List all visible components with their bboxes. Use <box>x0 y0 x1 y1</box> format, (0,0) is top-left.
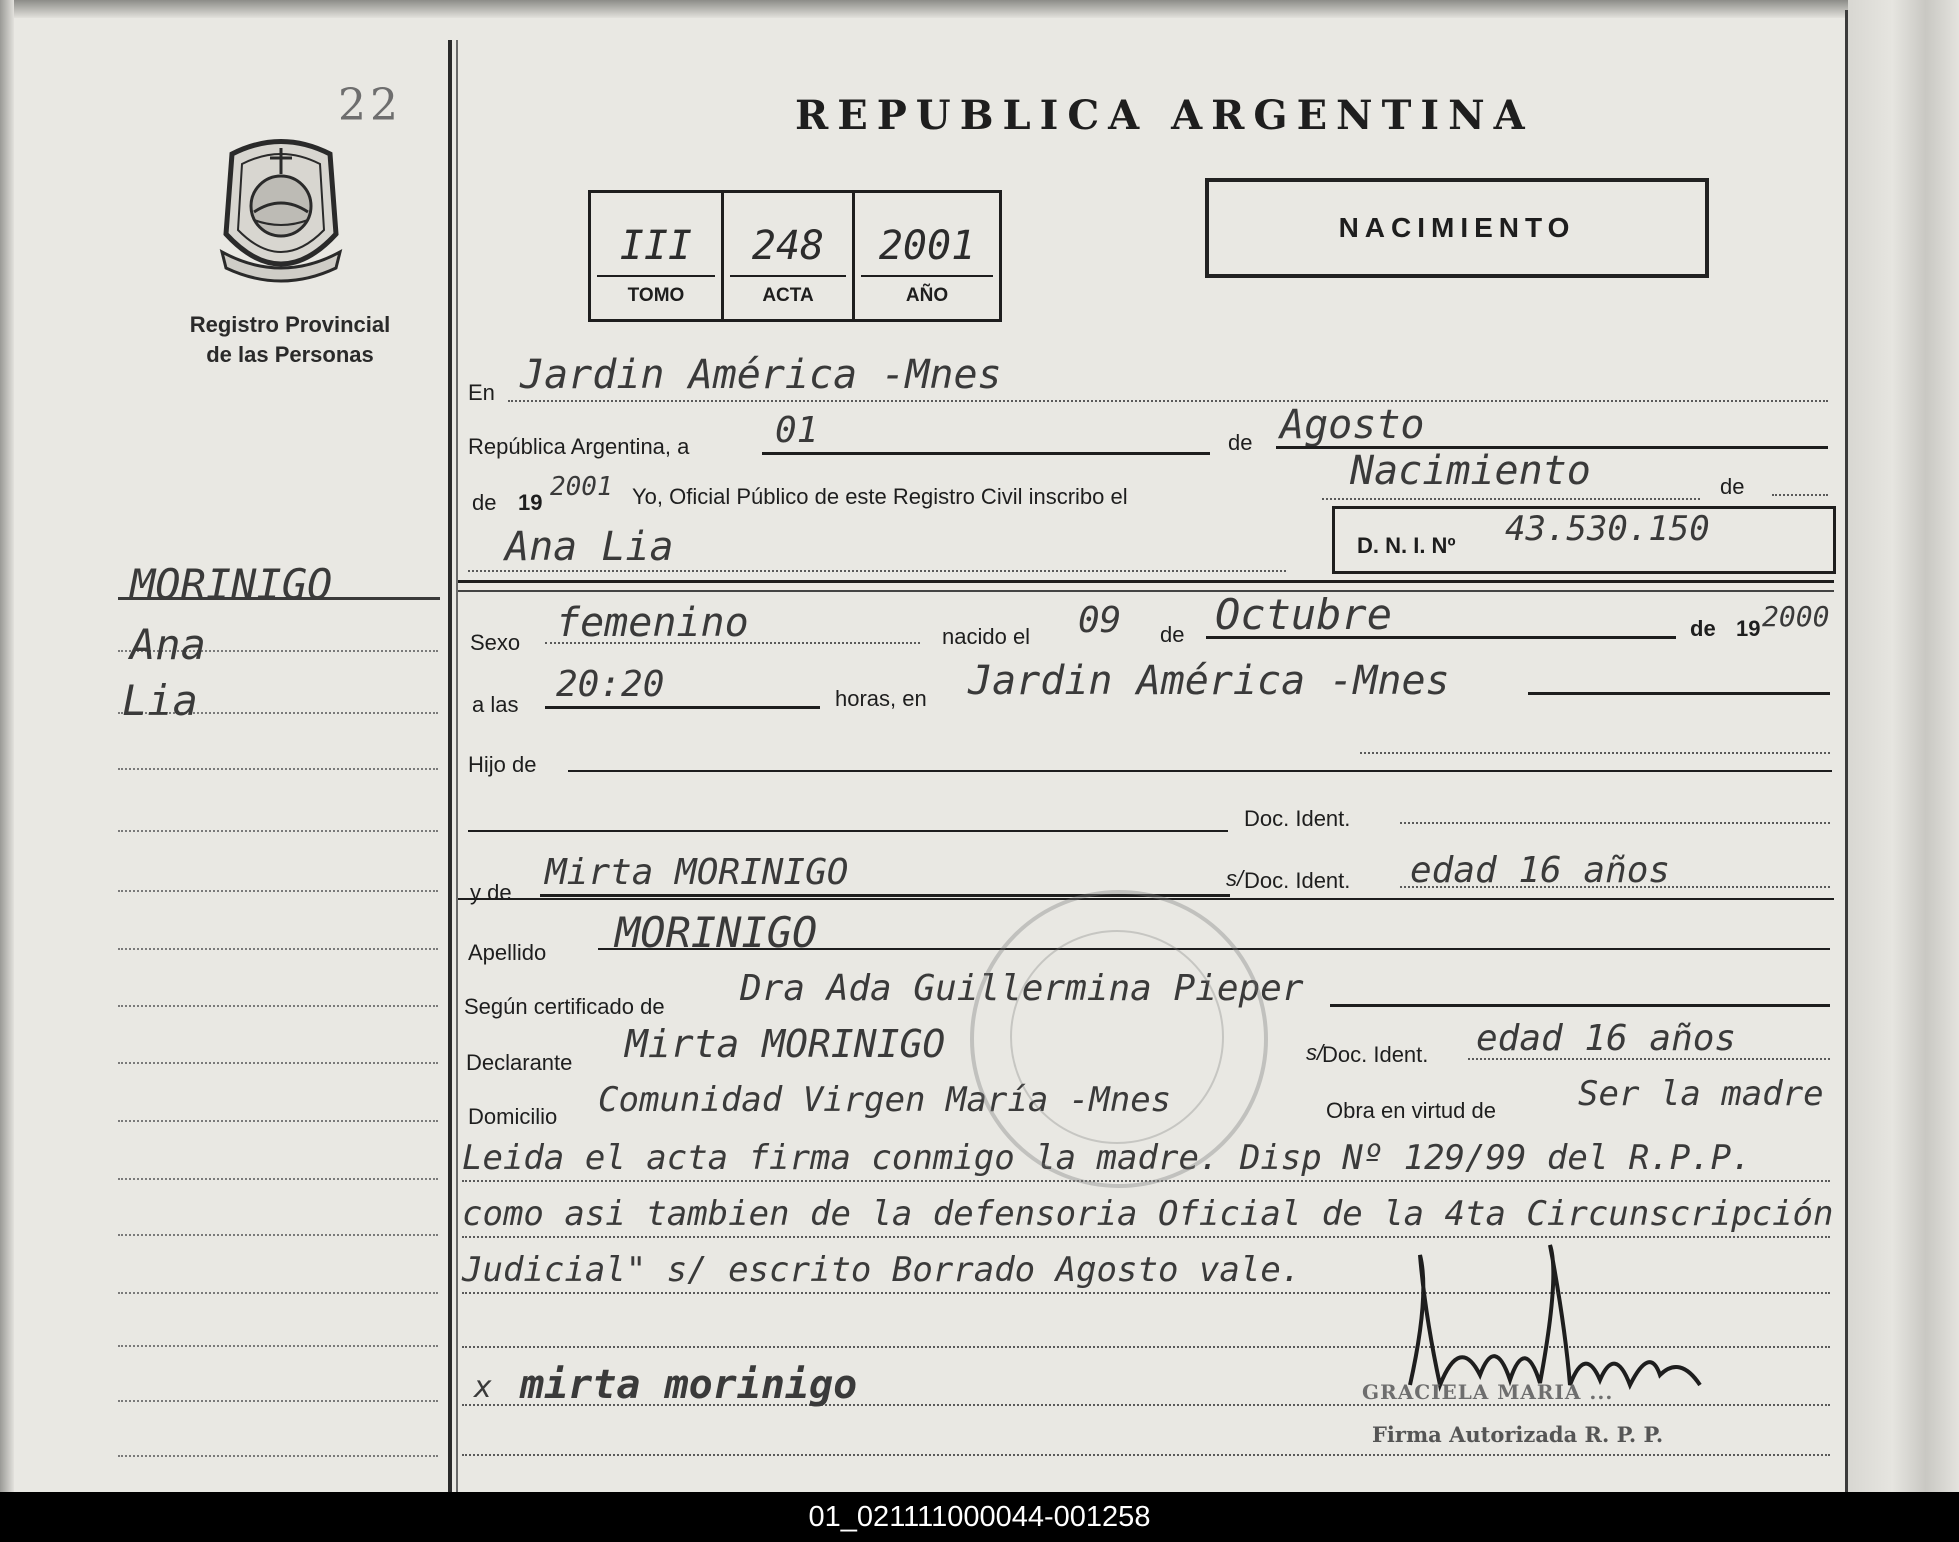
official-name: GRACIELA MARIA ... <box>1362 1380 1614 1404</box>
declarant-s-prefix: s/ <box>1306 1040 1324 1065</box>
obra-value: Ser la madre <box>1578 1074 1824 1114</box>
year-de-label: de <box>472 490 497 515</box>
child-name-value: Ana Lia <box>505 524 674 570</box>
firma-label: Firma Autorizada R. P. P. <box>1372 1422 1664 1447</box>
segun-label: Según certificado de <box>464 994 665 1019</box>
signer-prefix: x <box>474 1370 493 1405</box>
record-type-box: NACIMIENTO <box>1205 178 1709 278</box>
mother-name-value: Mirta MORINIGO <box>545 852 849 893</box>
margin-divider <box>448 40 452 1492</box>
note-line-1: Leida el acta firma conmigo la madre. Disp Nº 129/99 del R.P.P. <box>462 1138 1752 1178</box>
tomo-cell: III TOMO <box>591 193 724 319</box>
doctor-value: Dra Ada Guillermina Pieper <box>740 968 1304 1009</box>
alas-label: a las <box>472 692 519 717</box>
day-value: 01 <box>775 410 819 451</box>
birth-de-label: de <box>1160 622 1185 647</box>
note-line-3: Judicial" s/ escrito Borrado Agosto vale. <box>462 1250 1302 1290</box>
birth-day-value: 09 <box>1078 600 1122 641</box>
ano-cell: 2001 AÑO <box>855 193 999 319</box>
registry-name: Registro Provincial de las Personas <box>189 312 391 367</box>
month-de-label: de <box>1228 430 1253 455</box>
note-line-2: como asi tambien de la defensoria Oficial de la 4ta Circunscripción <box>462 1194 1834 1234</box>
birth-place-value: Jardin América -Mnes <box>968 658 1450 704</box>
year-prefix: 19 <box>518 490 543 515</box>
sexo-value: femenino <box>556 600 749 646</box>
page-number: 22 <box>338 80 402 131</box>
mother-doc-value: edad 16 años <box>1410 850 1671 891</box>
doc-ident-label-1: Doc. Ident. <box>1244 806 1351 831</box>
dni-box <box>1332 506 1836 574</box>
margin-surname: MORINIGO <box>130 560 333 609</box>
en-label: En <box>468 380 495 405</box>
acta-cell: 248 ACTA <box>724 193 855 319</box>
doc-ident-label-3: Doc. Ident. <box>1322 1042 1429 1067</box>
surname-value: MORINIGO <box>615 908 818 957</box>
declarante-label: Declarante <box>466 1050 573 1075</box>
document-id: 01_021111000044-001258 <box>808 1501 1151 1533</box>
yde-label: y de <box>470 880 512 905</box>
declarant-value: Mirta MORINIGO <box>625 1022 946 1066</box>
mother-s-prefix: s/ <box>1226 866 1244 891</box>
margin-first-name: Ana <box>130 620 206 669</box>
en-value: Jardin América -Mnes <box>520 352 1002 398</box>
nacido-label: nacido el <box>942 624 1031 649</box>
footer-bar <box>0 1492 1959 1542</box>
apellido-label: Apellido <box>468 940 547 965</box>
hour-value: 20:20 <box>556 664 665 705</box>
birth-year-value: 2000 <box>1762 600 1830 633</box>
birth-year-prefix: 19 <box>1736 616 1761 641</box>
inscribo-value: Nacimiento <box>1350 448 1591 494</box>
dni-value: 43.530.150 <box>1505 509 1710 549</box>
birth-year-de-label: de <box>1690 616 1716 641</box>
address-value: Comunidad Virgen María -Mnes <box>598 1080 1172 1120</box>
book-gutter <box>1848 0 1959 1492</box>
declarant-doc-value: edad 16 años <box>1476 1018 1737 1059</box>
country-title: REPUBLICA ARGENTINA <box>795 92 1534 139</box>
province-seal-icon <box>212 134 350 284</box>
doc-ident-label-2: Doc. Ident. <box>1244 868 1351 893</box>
sexo-label: Sexo <box>470 630 521 655</box>
margin-second-name: Lia <box>122 676 198 725</box>
horas-label: horas, en <box>835 686 927 711</box>
month-value: Agosto <box>1280 402 1425 448</box>
hijo-label: Hijo de <box>468 752 537 777</box>
rep-label: República Argentina, a <box>468 434 690 459</box>
inscribo-de-label: de <box>1720 474 1745 499</box>
yo-label: Yo, Oficial Público de este Registro Civil inscribo el <box>632 484 1128 509</box>
birth-month-value: Octubre <box>1215 590 1393 639</box>
dni-label: D. N. I. Nº <box>1357 533 1456 558</box>
domicilio-label: Domicilio <box>468 1104 558 1129</box>
year-value: 2001 <box>550 472 613 502</box>
obra-label: Obra en virtud de <box>1326 1098 1496 1123</box>
tomo-acta-box <box>588 190 1002 322</box>
mother-signature: mirta morinigo <box>520 1362 858 1408</box>
